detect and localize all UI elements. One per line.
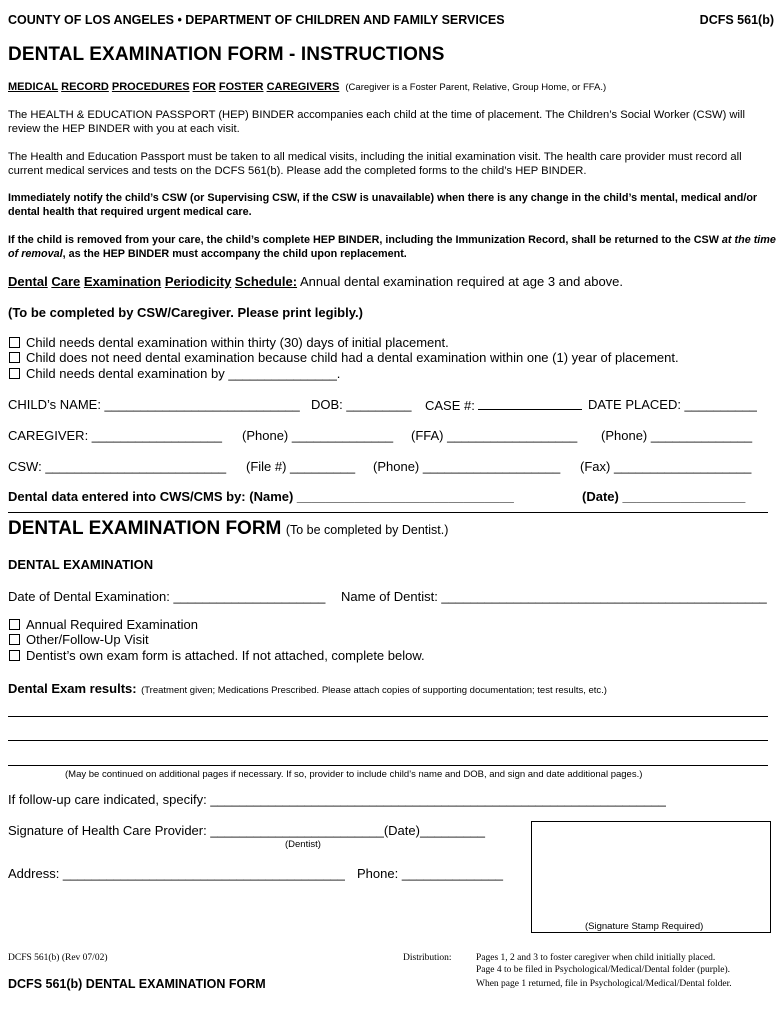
checkbox-annual-exam[interactable] [9,619,20,630]
date-placed-field[interactable]: DATE PLACED: __________ [588,397,757,412]
checkbox-needs-exam-by[interactable] [9,368,20,379]
childs-name-field[interactable]: CHILD’s NAME: ___________________________ [8,397,300,412]
section-divider [8,512,768,513]
checkbox-follow-up-visit[interactable] [9,634,20,645]
caregiver-phone-field[interactable]: (Phone) ______________ [242,428,394,443]
name-of-dentist-field[interactable]: Name of Dentist: _____________________________________________ [341,589,767,604]
results-line[interactable] [8,765,768,766]
date-of-exam-field[interactable]: Date of Dental Examination: _____________________ [8,589,326,604]
procedures-heading [8,81,606,93]
distribution-line: Pages 1, 2 and 3 to foster caregiver when child initially placed. [476,953,716,963]
schedule-word: Schedule: [234,274,298,289]
distribution-label: Distribution: [403,953,452,963]
schedule-word: Examination [83,274,162,289]
checkbox-label: Other/Follow-Up Visit [26,632,149,647]
exam-results-heading [8,680,607,698]
exam-form-heading [8,518,448,540]
file-number-field[interactable]: (File #) _________ [246,459,356,474]
schedule-word: Periodicity [164,274,232,289]
fax-field[interactable]: (Fax) ___________________ [580,459,752,474]
distribution-line: When page 1 returned, file in Psychological/Medical/Dental folder. [476,979,732,989]
checkbox-label: Child needs dental examination within thirty (30) days of initial placement. [26,335,449,350]
removal-text-a: If the child is removed from your care, the child’s complete HEP BINDER, including the Immunization Record, shall be returned to the CSW [8,234,722,246]
results-line[interactable] [8,716,768,717]
checkbox-label: Dentist’s own exam form is attached. If not attached, complete below. [26,648,425,663]
checkbox-no-exam-needed[interactable] [9,352,20,363]
procedures-word: MEDICAL [8,81,59,93]
footer-form-name: DCFS 561(b) DENTAL EXAMINATION FORM [8,977,266,991]
exam-form-note: (To be completed by Dentist.) [285,523,449,537]
exam-results-note: (Treatment given; Medications Prescribed. Please attach copies of supporting documentation; test results, etc.) [141,685,607,696]
ffa-field[interactable]: (FFA) __________________ [411,428,578,443]
follow-up-field[interactable]: If follow-up care indicated, specify: _______________________________________________________________ [8,792,666,807]
dental-data-entered-field[interactable]: Dental data entered into CWS/CMS by: (Name) ______________________________ [8,489,514,504]
case-number-blank [478,397,582,410]
address-field[interactable]: Address: _______________________________________ [8,866,345,881]
ffa-phone-field[interactable]: (Phone) ______________ [601,428,753,443]
dob-field[interactable]: DOB: _________ [311,397,412,412]
paragraph-health-passport: The Health and Education Passport must be taken to all medical visits, including the initial examination visit. The health care provider must record all current medical services and tests on the DCFS 561(b). Please add the completed forms to the child’s HEP BINDER. [8,151,742,177]
phone-field[interactable]: Phone: ______________ [357,866,504,881]
case-number-field[interactable] [425,397,582,413]
checkbox-label: Child needs dental examination by _______________. [26,366,341,381]
dental-examination-section: DENTAL EXAMINATION [8,557,154,572]
signature-dentist-sub: (Dentist) [285,839,321,850]
dental-data-date-field[interactable]: (Date) _________________ [582,489,746,504]
procedures-word: FOSTER [218,81,264,93]
procedures-word: RECORD [61,81,109,93]
periodicity-schedule [8,274,623,289]
checkbox-needs-exam-30-days[interactable] [9,337,20,348]
removal-text-b: , as the HEP BINDER must accompany the child upon replacement. [62,248,407,260]
schedule-text: Annual dental examination required at age 3 and above. [297,274,624,289]
checkbox-label: Child does not need dental examination because child had a dental examination within one (1) year of placement. [26,350,679,365]
instructions-title: DENTAL EXAMINATION FORM - INSTRUCTIONS [8,44,445,65]
results-line[interactable] [8,740,768,741]
procedures-note: (Caregiver is a Foster Parent, Relative, Group Home, or FFA.) [345,82,607,93]
csw-phone-field[interactable]: (Phone) ___________________ [373,459,561,474]
csw-note: (To be completed by CSW/Caregiver. Please print legibly.) [8,305,363,320]
removal-text-italic: at the time of removal [8,234,776,260]
csw-field[interactable]: CSW: _________________________ [8,459,227,474]
schedule-word: Dental [8,274,48,289]
continued-note: (May be continued on additional pages if necessary. If so, provider to include child’s name and DOB, and sign and date additional pages.) [65,769,643,780]
agency-header: COUNTY OF LOS ANGELES • DEPARTMENT OF CHILDREN AND FAMILY SERVICES [8,13,505,27]
case-number-label: CASE #: [425,398,475,413]
paragraph-removal [8,233,776,261]
signature-stamp-box[interactable] [531,821,771,933]
paragraph-notify-csw: Immediately notify the child’s CSW (or Supervising CSW, if the CSW is unavailable) when there is any change in the child’s mental, medical and/or dental health that required urgent medical care. [8,192,758,218]
checkbox-label: Annual Required Examination [26,617,198,632]
distribution-line: Page 4 to be filed in Psychological/Medical/Dental folder (purple). [476,965,731,975]
checkbox-own-form-attached[interactable] [9,650,20,661]
footer-revision: DCFS 561(b) (Rev 07/02) [8,953,108,963]
procedures-word: CAREGIVERS [266,81,340,93]
exam-form-title: DENTAL EXAMINATION FORM [8,518,282,539]
signature-stamp-label: (Signature Stamp Required) [585,921,704,932]
procedures-word: PROCEDURES [111,81,190,93]
schedule-word: Care [51,274,81,289]
procedures-word: FOR [192,81,216,93]
form-code: DCFS 561(b) [699,13,774,27]
exam-results-label: Dental Exam results: [8,681,137,696]
caregiver-field[interactable]: CAREGIVER: __________________ [8,428,222,443]
paragraph-hep-binder: The HEALTH & EDUCATION PASSPORT (HEP) BINDER accompanies each child at the time of placement. The Children’s Social Worker (CSW) will review the HEP BINDER with you at each visit. [8,109,745,135]
signature-field[interactable]: Signature of Health Care Provider: ________________________(Date)_________ [8,823,486,838]
